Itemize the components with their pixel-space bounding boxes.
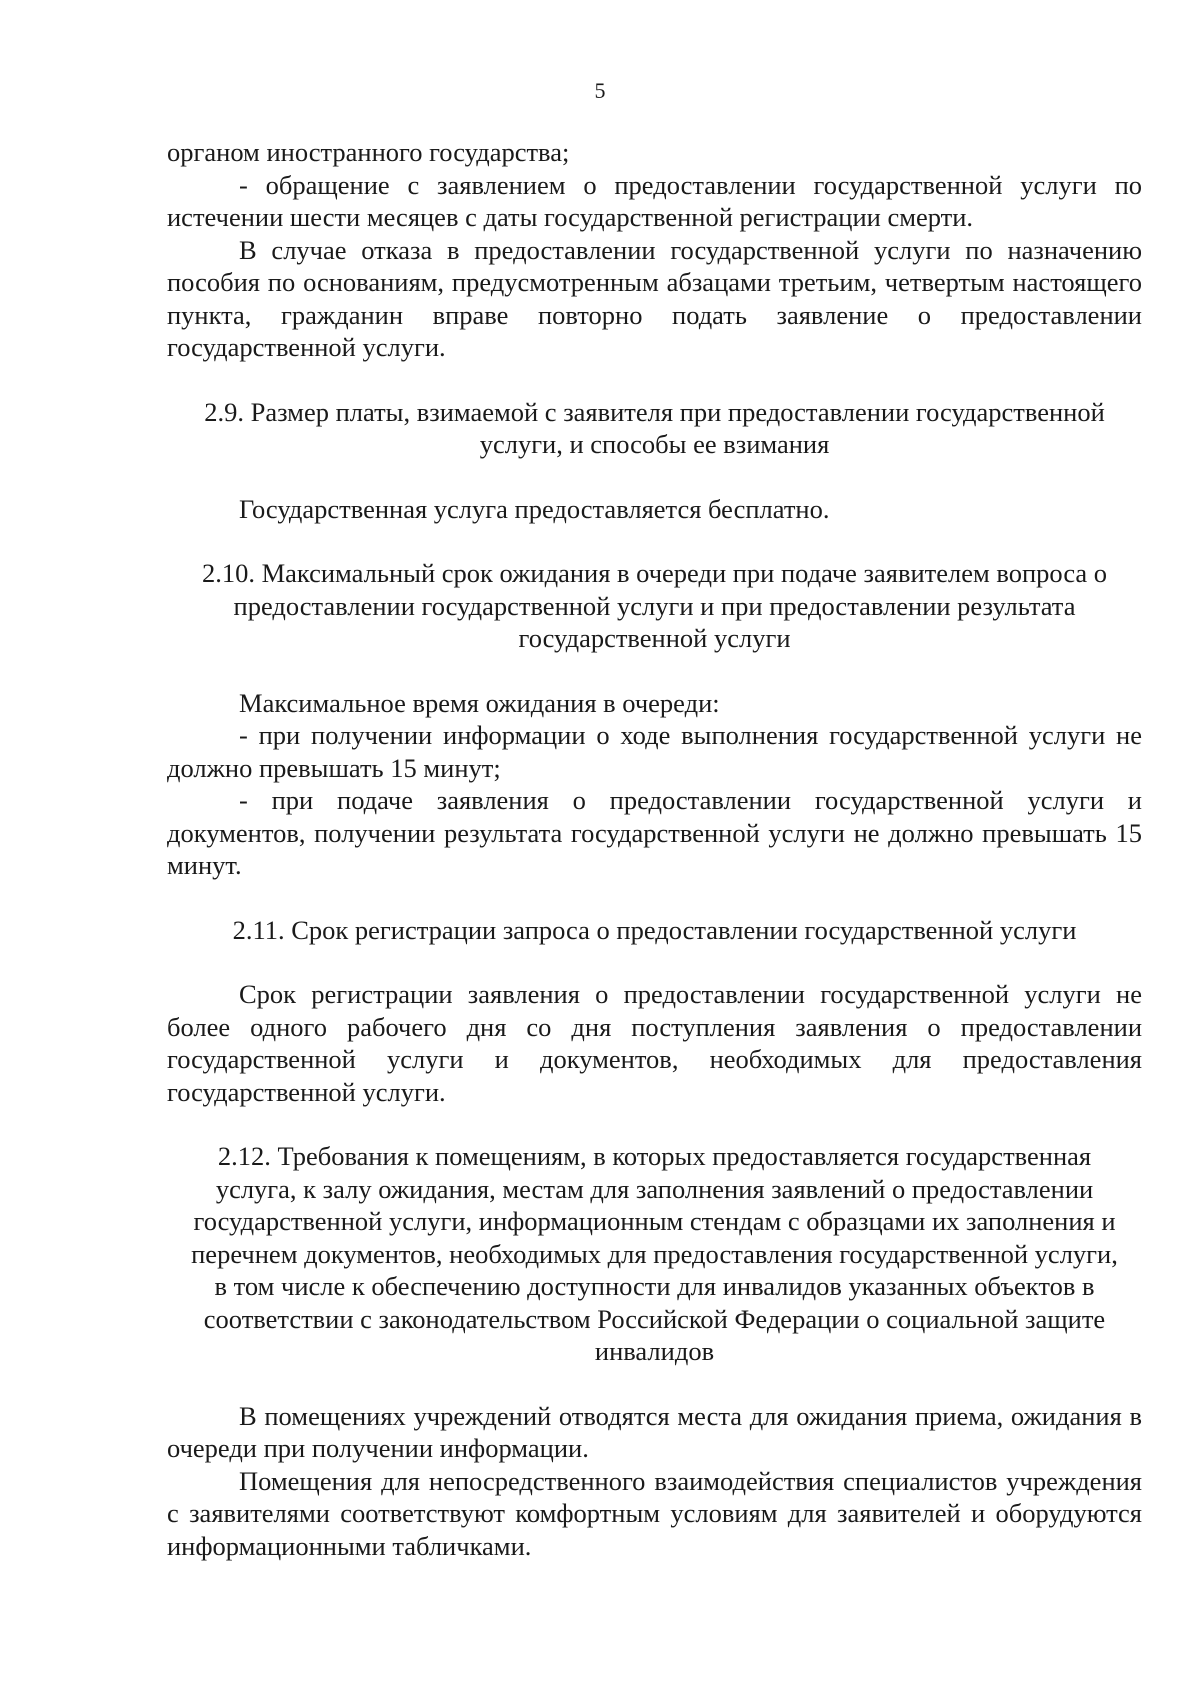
section-heading-2-12: 2.12. Требования к помещениям, в которых предоставляется государственная услуга, к залу ожидания, местам для заполнения заявлений о предоставлении государственной услуги, информационным стендам с образцами их заполнения и перечнем документов, необходимых для предоставления государственной услуги, в том числе к обеспечению доступности для инвалидов указанных объектов в соответствии с законодательством Российской Федерации о социальной защите инвалидов <box>191 1141 1118 1366</box>
document-body <box>167 136 1142 1562</box>
paragraph: Максимальное время ожидания в очереди: <box>239 687 720 718</box>
section-heading-2-10: 2.10. Максимальный срок ожидания в очереди при подаче заявителем вопроса о предоставлении государственной услуги и при предоставлении результата государственной услуги <box>201 558 1108 653</box>
section-heading-2-11: 2.11. Срок регистрации запроса о предоставлении государственной услуги <box>232 914 1077 945</box>
paragraph: Государственная услуга предоставляется бесплатно. <box>239 493 830 524</box>
paragraph: органом иностранного государства; <box>167 137 570 167</box>
paragraph: - при получении информации о ходе выполнения государственной услуги не должно превышать 15 минут; <box>167 720 1142 783</box>
paragraph: Срок регистрации заявления о предоставлении государственной услуги не более одного рабочего дня со дня поступления заявления о предоставлении государственной услуги и документов, необходимых для предоставления государственной услуги. <box>167 979 1142 1107</box>
page-number: 5 <box>594 78 606 103</box>
section-heading-2-9: 2.9. Размер платы, взимаемой с заявителя при предоставлении государственной услуги, и способы ее взимания <box>204 396 1105 459</box>
paragraph: В случае отказа в предоставлении государственной услуги по назначению пособия по основаниям, предусмотренным абзацами третьим, четвертым настоящего пункта, гражданин вправе повторно подать заявление о предоставлении государственной услуги. <box>167 234 1142 362</box>
paragraph: - обращение с заявлением о предоставлении государственной услуги по истечении шести месяцев с даты государственной регистрации смерти. <box>167 169 1142 232</box>
paragraph: Помещения для непосредственного взаимодействия специалистов учреждения с заявителями соответствуют комфортным условиям для заявителей и оборудуются информационными табличками. <box>167 1465 1142 1561</box>
paragraph: В помещениях учреждений отводятся места для ожидания приема, ожидания в очереди при получении информации. <box>167 1400 1142 1463</box>
paragraph: - при подаче заявления о предоставлении государственной услуги и документов, получении результата государственной услуги не должно превышать 15 минут. <box>167 785 1142 880</box>
